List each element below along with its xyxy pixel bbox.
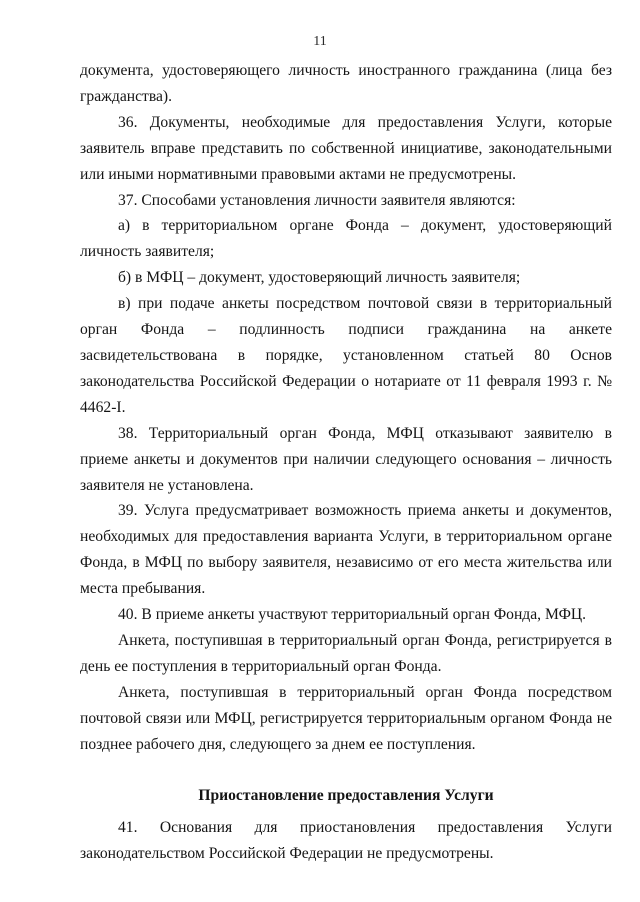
paragraph-38: 38. Территориальный орган Фонда, МФЦ отказывают заявителю в приеме анкеты и документов при наличии следующего основания – личность заявителя не установлена. bbox=[80, 424, 612, 494]
paragraph-41: 41. Основания для приостановления предоставления Услуги законодательством Российской Федерации не предусмотрены. bbox=[80, 819, 612, 863]
document-body bbox=[80, 58, 612, 867]
paragraph-37-b: б) в МФЦ – документ, удостоверяющий личность заявителя; bbox=[118, 269, 521, 287]
paragraph-40-mail-registration: Анкета, поступившая в территориальный орган Фонда посредством почтовой связи или МФЦ, регистрируется территориальным органом Фонда не позднее рабочего дня, следующего за днем ее поступления. bbox=[80, 683, 612, 753]
paragraph-continuation: документа, удостоверяющего личность иностранного гражданина (лица без гражданства). bbox=[80, 62, 612, 105]
section-heading: Приостановление предоставления Услуги bbox=[198, 787, 494, 805]
paragraph-36: 36. Документы, необходимые для предоставления Услуги, которые заявитель вправе представить по собственной инициативе, законодательными или иными нормативными правовыми актами не предусмотрены. bbox=[80, 113, 612, 183]
paragraph-37: 37. Способами установления личности заявителя являются: bbox=[118, 191, 516, 209]
page-number: 11 bbox=[313, 34, 327, 49]
paragraph-37-a: а) в территориальном органе Фонда – документ, удостоверяющий личность заявителя; bbox=[80, 217, 612, 261]
paragraph-39: 39. Услуга предусматривает возможность приема анкеты и документов, необходимых для предоставления варианта Услуги, в территориальном органе Фонда, в МФЦ по выбору заявителя, независимо от его места жительства или места пребывания. bbox=[80, 502, 612, 598]
paragraph-37-c: в) при подаче анкеты посредством почтовой связи в территориальный орган Фонда – подлинность подписи гражданина на анкете засвидетельствована в порядке, установленном статьей 80 Основ законодательства Российской Федерации о нотариате от 11 февраля 1993 г. № 4462-I. bbox=[80, 295, 612, 416]
paragraph-40: 40. В приеме анкеты участвуют территориальный орган Фонда, МФЦ. bbox=[118, 606, 587, 624]
paragraph-40-registration: Анкета, поступившая в территориальный орган Фонда, регистрируется в день ее поступления в территориальный орган Фонда. bbox=[80, 631, 612, 675]
